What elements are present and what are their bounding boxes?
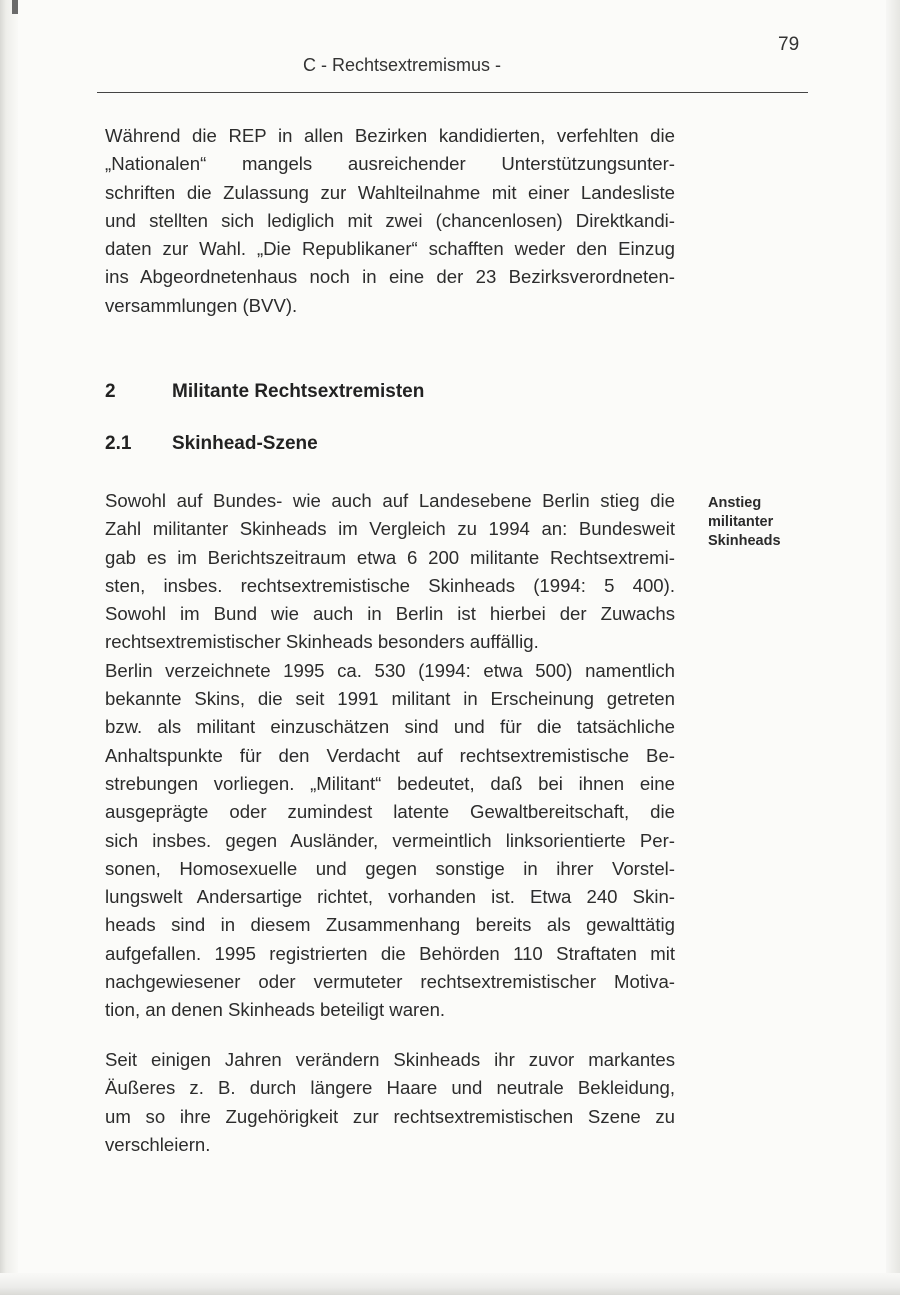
text-line: ausgeprägte oder zumindest latente Gewaltbereitschaft, die bbox=[105, 801, 675, 823]
section-title: Militante Rechtsextremisten bbox=[172, 381, 425, 402]
text-line: sonen, Homosexuelle und gegen sonstige in ihrer Vorstel- bbox=[105, 857, 675, 879]
scan-mark bbox=[12, 0, 18, 14]
text-line: bzw. als militant einzuschätzen sind und für die tatsächliche bbox=[105, 716, 675, 738]
text-line: Berlin verzeichnete 1995 ca. 530 (1994: etwa 500) namentlich bbox=[105, 659, 675, 681]
text-line: lungswelt Andersartige richtet, vorhanden ist. Etwa 240 Skin- bbox=[105, 886, 675, 908]
margin-note-line: militanter bbox=[708, 514, 774, 530]
text-line: strebungen vorliegen. „Militant“ bedeutet, daß bei ihnen eine bbox=[105, 772, 675, 794]
section-number: 2 bbox=[105, 381, 116, 402]
text-line: Sowohl auf Bundes- wie auch auf Landesebene Berlin stieg die bbox=[105, 490, 675, 511]
text-line: verschleiern. bbox=[105, 1133, 211, 1155]
margin-note-line: Anstieg bbox=[708, 495, 762, 511]
text-line: aufgefallen. 1995 registrierten die Behörden 110 Straftaten mit bbox=[105, 942, 675, 964]
subsection-heading bbox=[105, 433, 318, 455]
text-line: nachgewiesener oder vermuteter rechtsextremistischer Motiva- bbox=[105, 971, 675, 993]
margin-note bbox=[708, 494, 818, 551]
text-line: bekannte Skins, die seit 1991 militant in Erscheinung getreten bbox=[105, 688, 675, 710]
text-line: sich insbes. gegen Ausländer, vermeintlich linksorientierte Per- bbox=[105, 829, 675, 851]
scan-edge-left bbox=[0, 0, 18, 1295]
text-line: Während die REP in allen Bezirken kandidierten, verfehlten die bbox=[105, 125, 675, 146]
header-rule bbox=[97, 92, 808, 93]
margin-note-line: Skinheads bbox=[708, 533, 781, 549]
text-line: gab es im Berichtszeitraum etwa 6 200 militante Rechtsextremi- bbox=[105, 546, 675, 568]
text-line: „Nationalen“ mangels ausreichender Unterstützungsunter- bbox=[105, 153, 675, 175]
subsection-title: Skinhead-Szene bbox=[172, 433, 318, 454]
text-line: Seit einigen Jahren verändern Skinheads ihr zuvor markantes bbox=[105, 1049, 675, 1070]
text-line: versammlungen (BVV). bbox=[105, 294, 298, 316]
text-line: rechtsextremistischer Skinheads besonders auffällig. bbox=[105, 631, 539, 653]
body-paragraph-1 bbox=[105, 487, 675, 1025]
text-line: ins Abgeordnetenhaus noch in eine der 23 Bezirksverordneten- bbox=[105, 266, 675, 288]
text-line: schriften die Zulassung zur Wahlteilnahme mit einer Landesliste bbox=[105, 181, 675, 203]
intro-paragraph bbox=[105, 122, 675, 320]
page-number: 79 bbox=[778, 34, 800, 55]
text-line: Zahl militanter Skinheads im Vergleich zu 1994 an: Bundesweit bbox=[105, 518, 675, 540]
body-paragraph-2 bbox=[105, 1046, 675, 1159]
text-line: um so ihre Zugehörigkeit zur rechtsextremistischen Szene zu bbox=[105, 1105, 675, 1127]
section-heading bbox=[105, 381, 424, 403]
text-line: Anhaltspunkte für den Verdacht auf rechtsextremistische Be- bbox=[105, 744, 675, 766]
text-line: Äußeres z. B. durch längere Haare und neutrale Bekleidung, bbox=[105, 1077, 675, 1099]
text-line: heads sind in diesem Zusammenhang bereits als gewalttätig bbox=[105, 914, 675, 936]
scan-edge-bottom bbox=[0, 1273, 900, 1295]
text-line: und stellten sich lediglich mit zwei (chancenlosen) Direktkandi- bbox=[105, 209, 675, 231]
text-line: daten zur Wahl. „Die Republikaner“ schafften weder den Einzug bbox=[105, 238, 675, 260]
text-line: tion, an denen Skinheads beteiligt waren. bbox=[105, 999, 446, 1021]
scan-edge-right bbox=[886, 0, 900, 1295]
text-line: sten, insbes. rechtsextremistische Skinheads (1994: 5 400). bbox=[105, 574, 675, 596]
text-line: Sowohl im Bund wie auch in Berlin ist hierbei der Zuwachs bbox=[105, 603, 675, 625]
running-header: C - Rechtsextremismus - bbox=[302, 55, 502, 75]
subsection-number: 2.1 bbox=[105, 433, 132, 454]
